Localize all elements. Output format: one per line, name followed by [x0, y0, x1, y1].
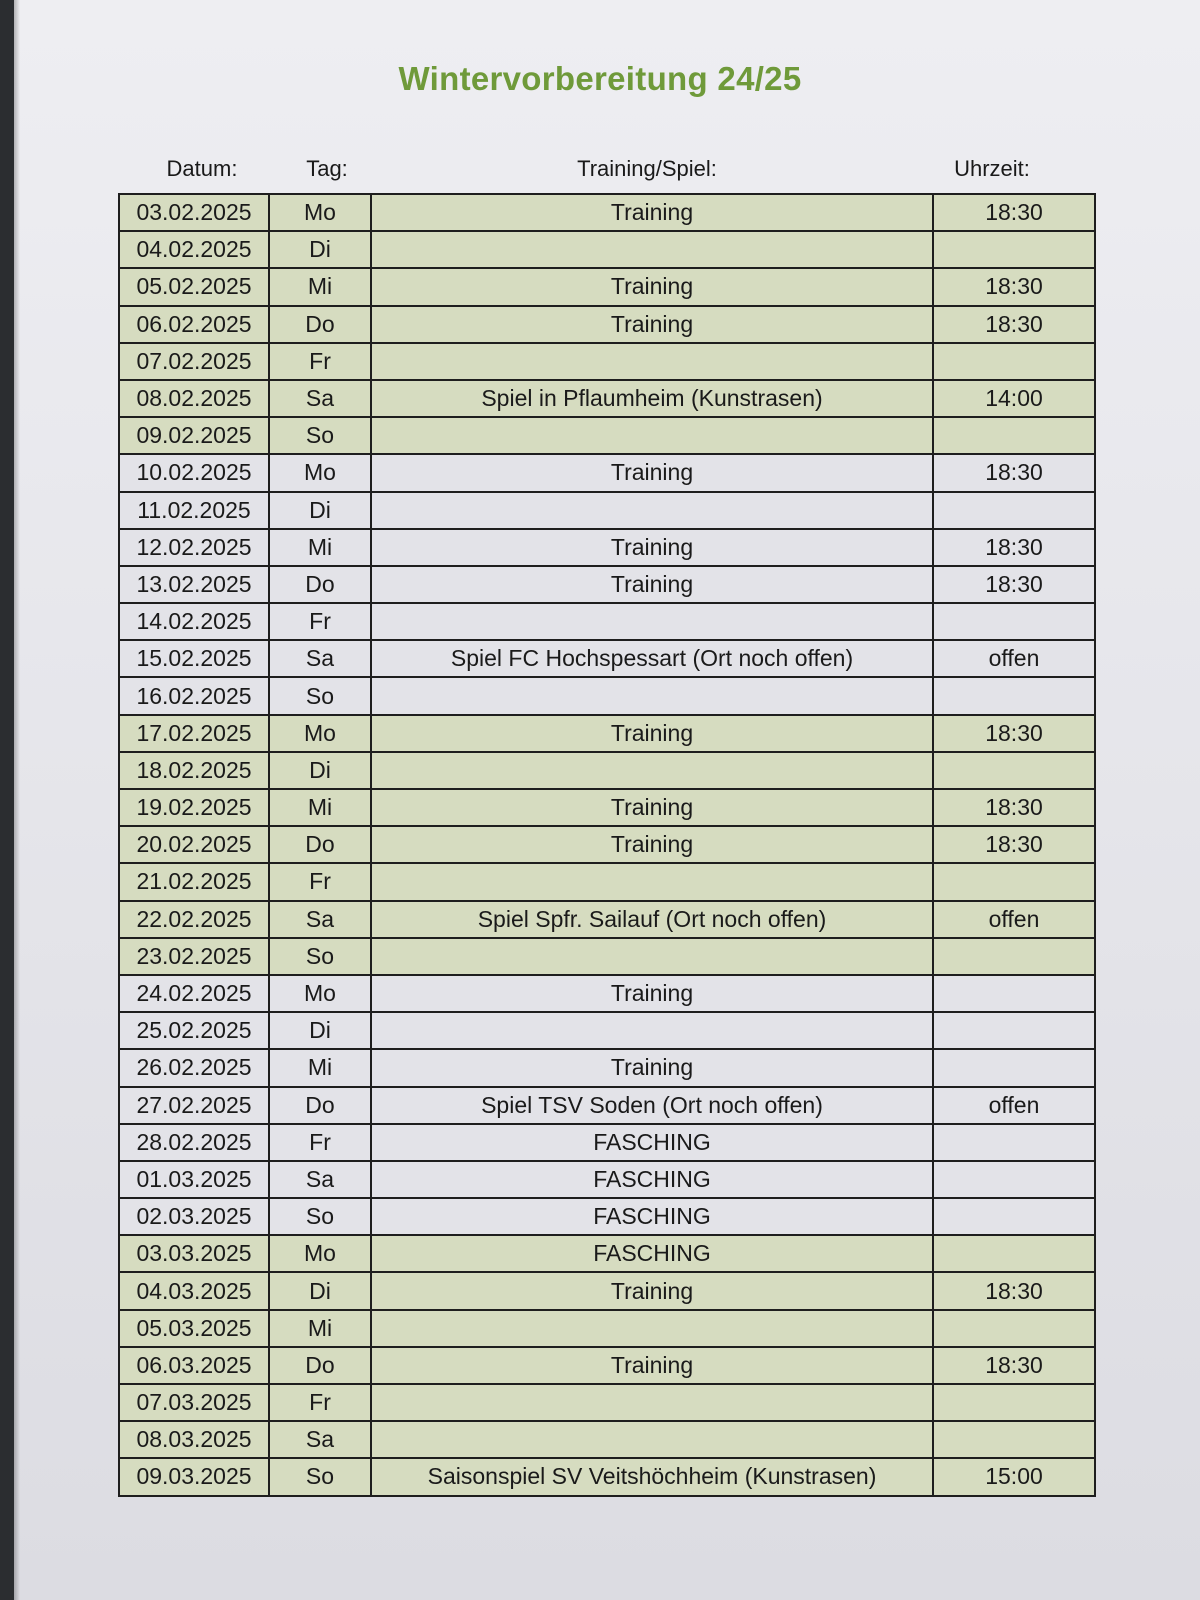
day-cell: Do [269, 826, 371, 863]
date-cell: 06.02.2025 [119, 306, 269, 343]
time-cell: 18:30 [933, 1272, 1095, 1309]
time-cell: offen [933, 640, 1095, 677]
table-row [119, 789, 1095, 826]
day-cell: Di [269, 1012, 371, 1049]
day-cell: Mo [269, 715, 371, 752]
table-row [119, 529, 1095, 566]
day-cell: Fr [269, 603, 371, 640]
event-cell [371, 603, 933, 640]
event-cell: FASCHING [371, 1161, 933, 1198]
event-cell [371, 752, 933, 789]
time-cell [933, 1235, 1095, 1272]
event-cell: Training [371, 1347, 933, 1384]
day-cell: So [269, 1458, 371, 1495]
event-cell: FASCHING [371, 1198, 933, 1235]
date-cell: 07.02.2025 [119, 343, 269, 380]
header-event: Training/Spiel: [577, 156, 717, 181]
time-cell [933, 752, 1095, 789]
date-cell: 17.02.2025 [119, 715, 269, 752]
event-cell: Spiel in Pflaumheim (Kunstrasen) [371, 380, 933, 417]
date-cell: 28.02.2025 [119, 1124, 269, 1161]
time-cell: offen [933, 901, 1095, 938]
date-cell: 03.02.2025 [119, 194, 269, 231]
date-cell: 16.02.2025 [119, 677, 269, 714]
event-cell: Training [371, 268, 933, 305]
day-cell: So [269, 1198, 371, 1235]
table-row [119, 268, 1095, 305]
time-cell [933, 677, 1095, 714]
table-row [119, 1012, 1095, 1049]
date-cell: 22.02.2025 [119, 901, 269, 938]
table-row [119, 603, 1095, 640]
date-cell: 02.03.2025 [119, 1198, 269, 1235]
event-cell: Training [371, 194, 933, 231]
time-cell: 18:30 [933, 826, 1095, 863]
table-row [119, 938, 1095, 975]
paper-edge-shadow [14, 0, 20, 1600]
time-cell [933, 1421, 1095, 1458]
date-cell: 11.02.2025 [119, 492, 269, 529]
time-cell [933, 863, 1095, 900]
table-row [119, 1384, 1095, 1421]
day-cell: Di [269, 231, 371, 268]
time-cell: 18:30 [933, 715, 1095, 752]
day-cell: So [269, 677, 371, 714]
time-cell [933, 938, 1095, 975]
event-cell: Saisonspiel SV Veitshöchheim (Kunstrasen) [371, 1458, 933, 1495]
date-cell: 04.02.2025 [119, 231, 269, 268]
time-cell: 18:30 [933, 789, 1095, 826]
time-cell: 14:00 [933, 380, 1095, 417]
day-cell: Do [269, 306, 371, 343]
time-cell [933, 1310, 1095, 1347]
day-cell: Do [269, 566, 371, 603]
header-time: Uhrzeit: [954, 156, 1030, 181]
event-cell: Training [371, 454, 933, 491]
time-cell: 18:30 [933, 268, 1095, 305]
time-cell: 18:30 [933, 194, 1095, 231]
event-cell: Training [371, 789, 933, 826]
day-cell: Sa [269, 1421, 371, 1458]
table-row [119, 1458, 1095, 1495]
day-cell: Sa [269, 640, 371, 677]
event-cell: Spiel TSV Soden (Ort noch offen) [371, 1087, 933, 1124]
date-cell: 18.02.2025 [119, 752, 269, 789]
time-cell: 18:30 [933, 306, 1095, 343]
date-cell: 09.02.2025 [119, 417, 269, 454]
event-cell: Training [371, 1049, 933, 1086]
schedule-table [118, 193, 1096, 1497]
event-cell: Training [371, 306, 933, 343]
day-cell: Di [269, 752, 371, 789]
date-cell: 08.02.2025 [119, 380, 269, 417]
date-cell: 07.03.2025 [119, 1384, 269, 1421]
date-cell: 24.02.2025 [119, 975, 269, 1012]
table-row [119, 380, 1095, 417]
day-cell: Fr [269, 343, 371, 380]
event-cell: Training [371, 1272, 933, 1309]
date-cell: 26.02.2025 [119, 1049, 269, 1086]
date-cell: 20.02.2025 [119, 826, 269, 863]
time-cell: offen [933, 1087, 1095, 1124]
event-cell: Training [371, 715, 933, 752]
time-cell [933, 492, 1095, 529]
time-cell [933, 1198, 1095, 1235]
day-cell: Mi [269, 1049, 371, 1086]
table-row [119, 1347, 1095, 1384]
day-cell: Mi [269, 529, 371, 566]
table-row [119, 231, 1095, 268]
header-date: Datum: [166, 156, 238, 181]
event-cell [371, 343, 933, 380]
day-cell: Mi [269, 1310, 371, 1347]
date-cell: 13.02.2025 [119, 566, 269, 603]
event-cell [371, 677, 933, 714]
time-cell [933, 417, 1095, 454]
date-cell: 01.03.2025 [119, 1161, 269, 1198]
date-cell: 27.02.2025 [119, 1087, 269, 1124]
table-row [119, 1272, 1095, 1309]
table-row [119, 715, 1095, 752]
event-cell [371, 492, 933, 529]
time-cell [933, 1124, 1095, 1161]
table-row [119, 863, 1095, 900]
event-cell: Training [371, 975, 933, 1012]
table-row [119, 1235, 1095, 1272]
time-cell: 18:30 [933, 566, 1095, 603]
date-cell: 05.03.2025 [119, 1310, 269, 1347]
table-row [119, 677, 1095, 714]
time-cell: 18:30 [933, 454, 1095, 491]
day-cell: Di [269, 1272, 371, 1309]
day-cell: Sa [269, 901, 371, 938]
day-cell: Mo [269, 975, 371, 1012]
time-cell [933, 1012, 1095, 1049]
event-cell [371, 417, 933, 454]
event-cell: Spiel Spfr. Sailauf (Ort noch offen) [371, 901, 933, 938]
event-cell [371, 231, 933, 268]
table-row [119, 306, 1095, 343]
event-cell [371, 863, 933, 900]
date-cell: 08.03.2025 [119, 1421, 269, 1458]
date-cell: 06.03.2025 [119, 1347, 269, 1384]
table-row [119, 975, 1095, 1012]
time-cell [933, 343, 1095, 380]
table-row [119, 640, 1095, 677]
column-headers [122, 156, 1090, 190]
day-cell: Fr [269, 1124, 371, 1161]
event-cell: Training [371, 566, 933, 603]
table-row [119, 1124, 1095, 1161]
day-cell: Sa [269, 1161, 371, 1198]
date-cell: 05.02.2025 [119, 268, 269, 305]
date-cell: 21.02.2025 [119, 863, 269, 900]
event-cell: FASCHING [371, 1124, 933, 1161]
table-row [119, 194, 1095, 231]
event-cell: Training [371, 826, 933, 863]
table-row [119, 1310, 1095, 1347]
table-row [119, 492, 1095, 529]
table-row [119, 1161, 1095, 1198]
event-cell [371, 938, 933, 975]
time-cell [933, 1384, 1095, 1421]
day-cell: Mo [269, 454, 371, 491]
table-row [119, 417, 1095, 454]
event-cell: FASCHING [371, 1235, 933, 1272]
time-cell [933, 1161, 1095, 1198]
date-cell: 10.02.2025 [119, 454, 269, 491]
table-row [119, 454, 1095, 491]
date-cell: 09.03.2025 [119, 1458, 269, 1495]
day-cell: Sa [269, 380, 371, 417]
day-cell: Fr [269, 1384, 371, 1421]
table-row [119, 566, 1095, 603]
day-cell: Mi [269, 268, 371, 305]
page-title: Wintervorbereitung 24/25 [398, 60, 802, 97]
time-cell [933, 231, 1095, 268]
date-cell: 03.03.2025 [119, 1235, 269, 1272]
day-cell: So [269, 417, 371, 454]
event-cell: Training [371, 529, 933, 566]
day-cell: So [269, 938, 371, 975]
day-cell: Mi [269, 789, 371, 826]
date-cell: 19.02.2025 [119, 789, 269, 826]
table-row [119, 826, 1095, 863]
day-cell: Do [269, 1087, 371, 1124]
date-cell: 12.02.2025 [119, 529, 269, 566]
time-cell [933, 1049, 1095, 1086]
table-row [119, 1421, 1095, 1458]
day-cell: Do [269, 1347, 371, 1384]
time-cell: 18:30 [933, 529, 1095, 566]
date-cell: 04.03.2025 [119, 1272, 269, 1309]
table-row [119, 752, 1095, 789]
date-cell: 23.02.2025 [119, 938, 269, 975]
event-cell [371, 1421, 933, 1458]
day-cell: Di [269, 492, 371, 529]
table-row [119, 1198, 1095, 1235]
date-cell: 15.02.2025 [119, 640, 269, 677]
day-cell: Fr [269, 863, 371, 900]
event-cell [371, 1012, 933, 1049]
event-cell [371, 1310, 933, 1347]
time-cell [933, 603, 1095, 640]
date-cell: 14.02.2025 [119, 603, 269, 640]
table-row [119, 901, 1095, 938]
time-cell [933, 975, 1095, 1012]
time-cell: 18:30 [933, 1347, 1095, 1384]
table-row [119, 1049, 1095, 1086]
event-cell: Spiel FC Hochspessart (Ort noch offen) [371, 640, 933, 677]
date-cell: 25.02.2025 [119, 1012, 269, 1049]
day-cell: Mo [269, 194, 371, 231]
header-day: Tag: [306, 156, 348, 181]
day-cell: Mo [269, 1235, 371, 1272]
table-row [119, 1087, 1095, 1124]
schedule-body [119, 194, 1095, 1496]
table-row [119, 343, 1095, 380]
event-cell [371, 1384, 933, 1421]
time-cell: 15:00 [933, 1458, 1095, 1495]
